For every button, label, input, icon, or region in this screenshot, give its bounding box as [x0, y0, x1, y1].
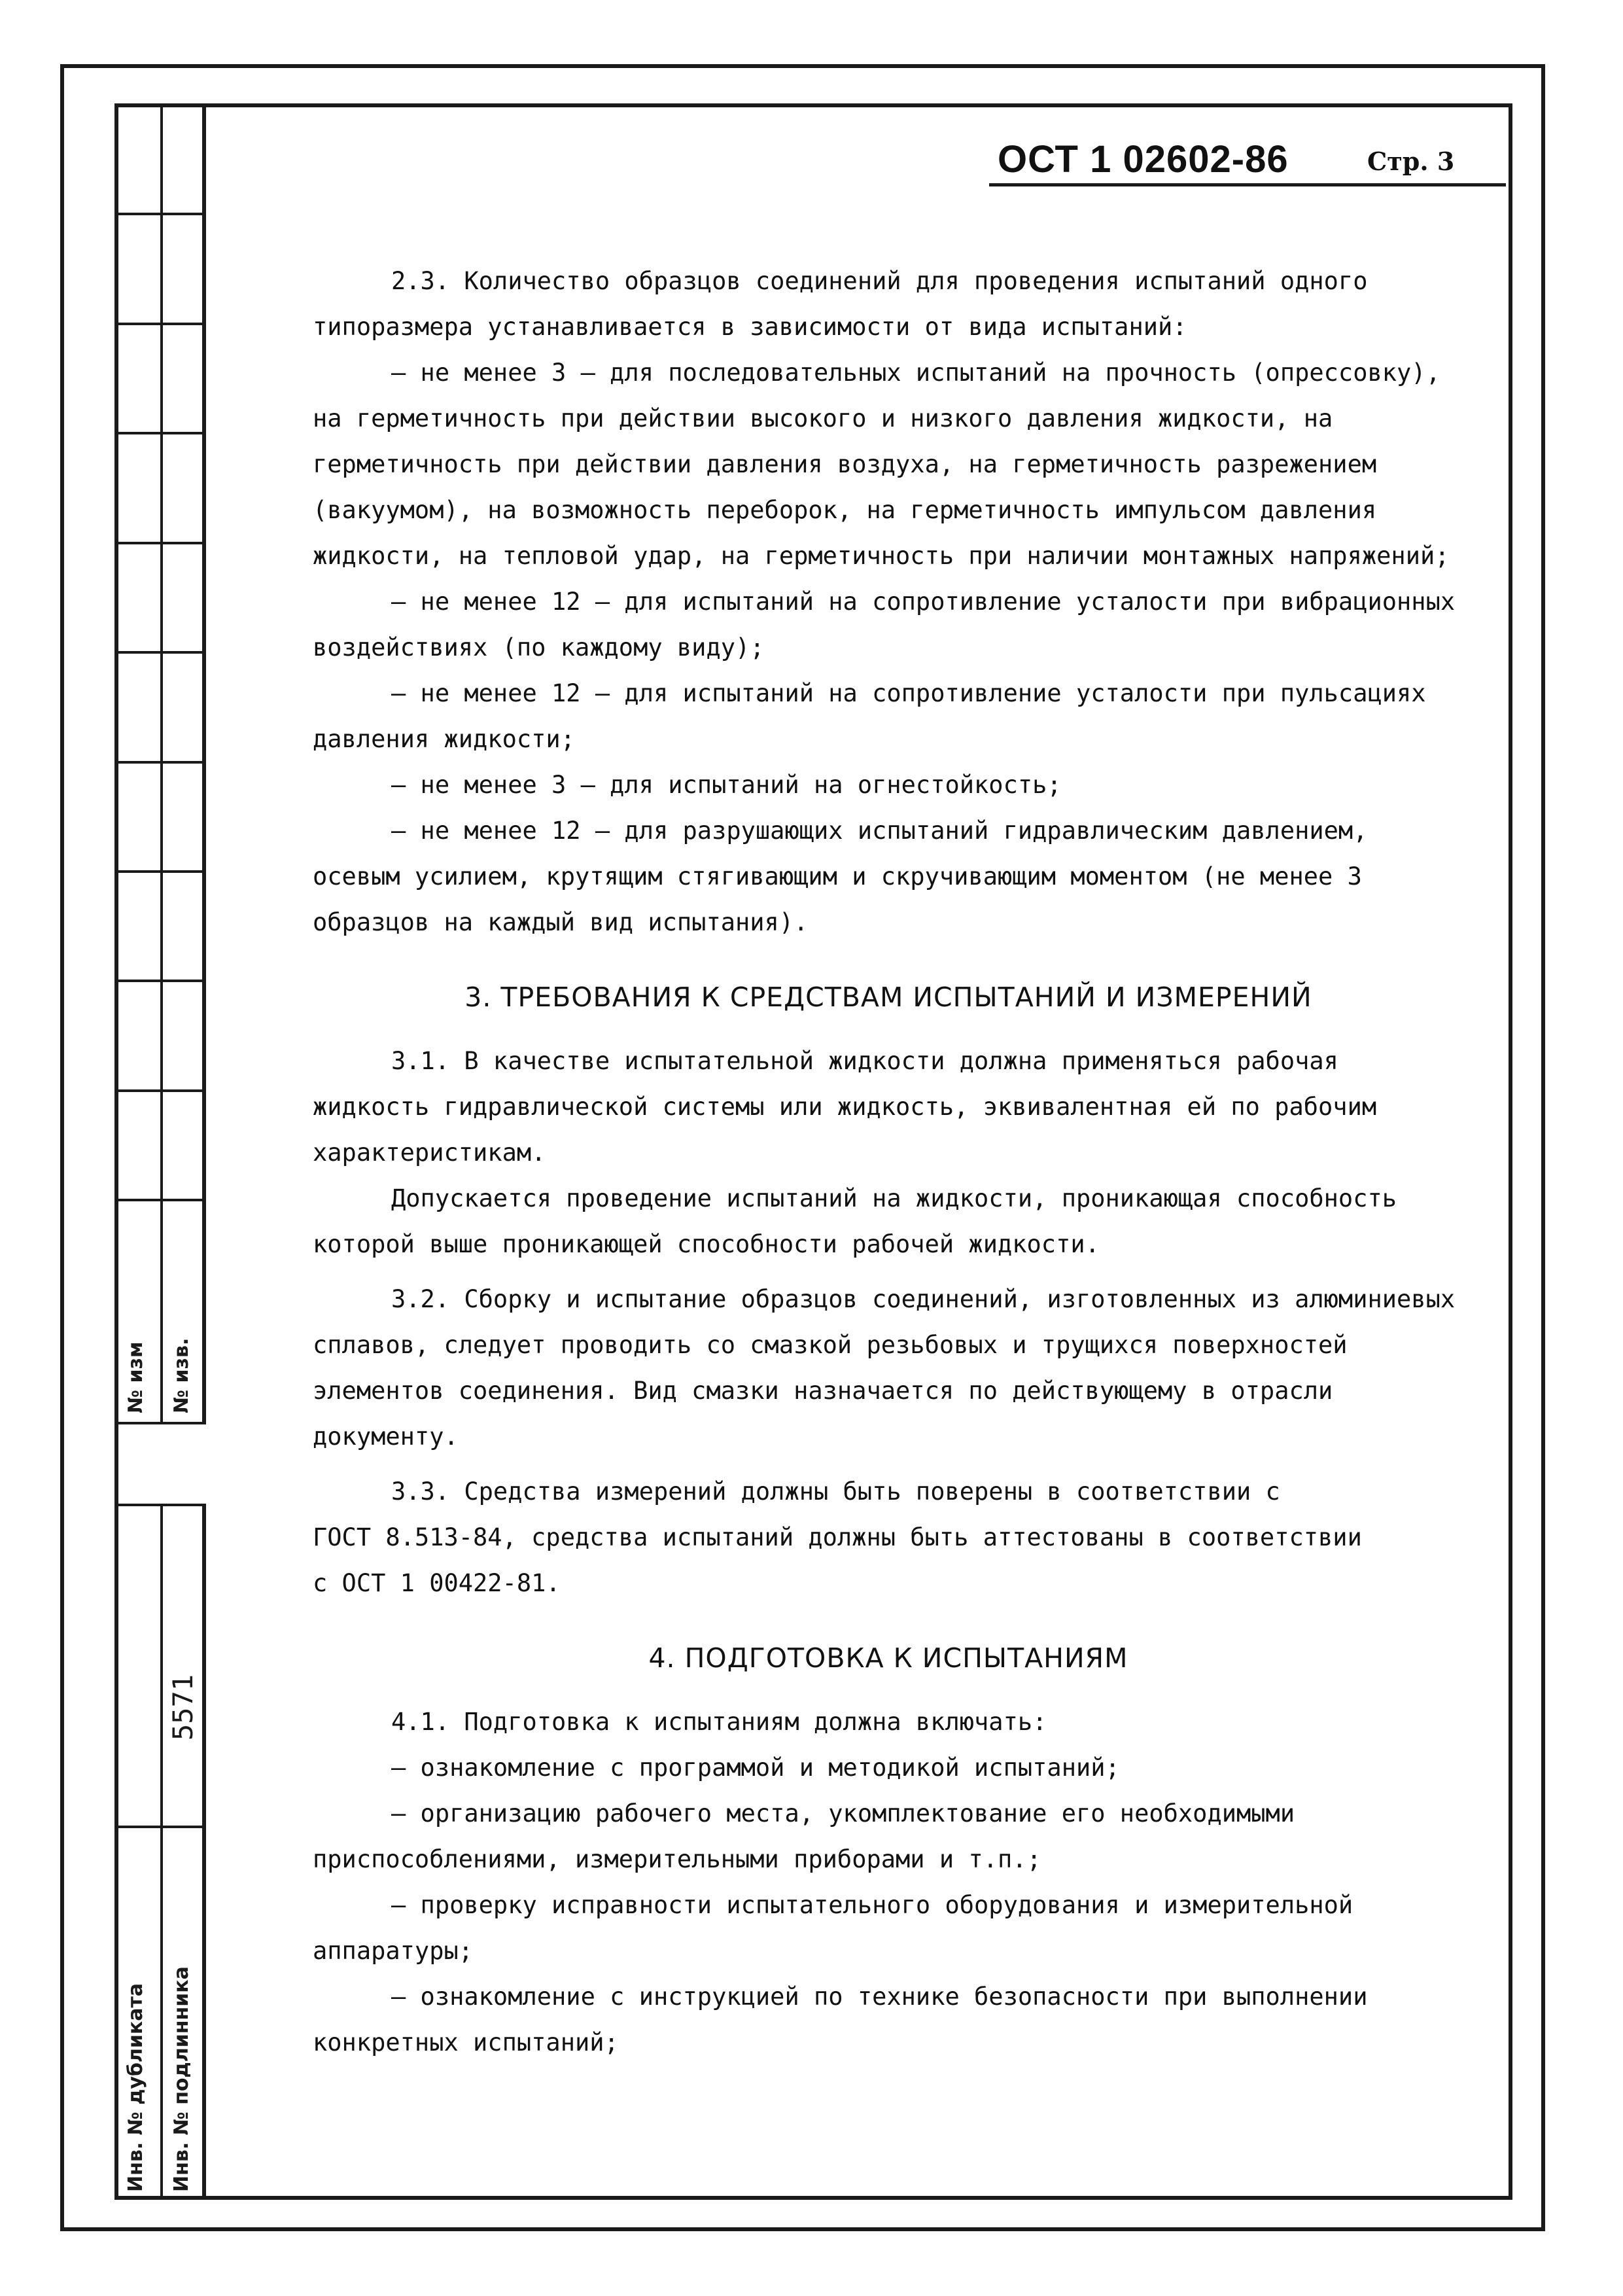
margin-cell-line — [114, 542, 206, 544]
header-rule — [989, 183, 1506, 186]
margin-cell-line — [114, 1504, 206, 1506]
section-4-heading: 4. ПОДГОТОВКА К ИСПЫТАНИЯМ — [648, 1642, 1128, 1674]
list-item: – ознакомление с программой и методикой испытаний; — [391, 1754, 1120, 1782]
document-code: ОСТ 1 02602-86 — [998, 138, 1289, 181]
paragraph-3-3-line2: ГОСТ 8.513-84, средства испытаний должны быть аттестованы в соответствии — [313, 1523, 1362, 1551]
orig-inv-value: 5571 — [167, 1674, 199, 1740]
section-3-heading: 3. ТРЕБОВАНИЯ К СРЕДСТВАМ ИСПЫТАНИЙ И ИЗМЕРЕНИЙ — [464, 981, 1312, 1013]
page-number: Стр. 3 — [1367, 147, 1455, 176]
paragraph-3-2: 3.2. Сборку и испытание образцов соединений, изготовленных из алюминиевых сплавов, следует проводить со смазкой резьбовых и трущихся поверхностей элементов соединения. Вид смазки назначается по действующему в отрасли документу. — [313, 1285, 1456, 1451]
list-item: – ознакомление с инструкцией по технике безопасности при выполнении конкретных испытаний; — [313, 1983, 1368, 2057]
paragraph-3-1: 3.1. В качестве испытательной жидкости должна применяться рабочая жидкость гидравлической системы или жидкость, эквивалентная ей по рабочим характеристикам. — [313, 1047, 1377, 1167]
margin-cell-line — [114, 1826, 206, 1828]
margin-cell-line — [114, 980, 206, 982]
dup-inv-label: Инв. № дубликата — [124, 1983, 147, 2192]
margin-cell-line — [114, 1422, 206, 1424]
margin-cell-line — [114, 213, 206, 215]
notice-no-label: № изв. — [170, 1337, 193, 1413]
paragraph-2-3: 2.3. Количество образцов соединений для проведения испытаний одного типоразмера устанавливается в зависимости от вида испытаний: — [313, 267, 1368, 341]
margin-cell-line — [114, 323, 206, 325]
margin-divider-bottom — [160, 1504, 163, 2200]
document-body — [313, 258, 1464, 2066]
paragraph-3-1-note: Допускается проведение испытаний на жидкости, проникающая способность которой выше проникающей способности рабочей жидкости. — [313, 1184, 1397, 1258]
margin-cell-line — [114, 432, 206, 434]
list-item: – не менее 12 – для испытаний на сопротивление усталости при пульсациях давления жидкости; — [313, 679, 1426, 753]
margin-cell-line — [114, 1089, 206, 1092]
orig-inv-label: Инв. № подлинника — [170, 1966, 193, 2192]
paragraph-4-1: 4.1. Подготовка к испытаниям должна включать: — [391, 1708, 1047, 1736]
list-item: – организацию рабочего места, укомплектование его необходимыми приспособлениями, измерительными приборами и т.п.; — [313, 1799, 1295, 1873]
list-item: – не менее 12 – для разрушающих испытаний гидравлическим давлением, осевым усилием, крутящим стягивающим и скручивающим моментом (не менее 3 образцов на каждый вид испытания). — [313, 817, 1368, 936]
margin-cell-line — [114, 870, 206, 873]
paragraph-3-3-line1: 3.3. Средства измерений должны быть поверены в соответствии с — [391, 1477, 1280, 1506]
list-item: – не менее 3 – для последовательных испытаний на прочность (опрессовку), на герметичность при действии высокого и низкого давления жидкости, на герметичность при действии давления воздуха, на герметичность разрежением (вакуумом), на возможность переборок, на герметичность импульсом давления жидкости, на тепловой удар, на герметичность при наличии монтажных напряжений; — [313, 359, 1450, 570]
margin-cell-line — [114, 761, 206, 764]
list-item: – не менее 3 – для испытаний на огнестойкость; — [391, 771, 1062, 799]
paragraph-3-3-line3: с ОСТ 1 00422-81. — [313, 1569, 561, 1597]
margin-cell-line — [114, 651, 206, 654]
change-no-label: № изм — [124, 1341, 147, 1413]
list-item: – не менее 12 – для испытаний на сопротивление усталости при вибрационных воздействиях (по каждому виду); — [313, 588, 1456, 662]
list-item: – проверку исправности испытательного оборудования и измерительной аппаратуры; — [313, 1891, 1353, 1965]
margin-cell-line — [114, 1199, 206, 1201]
margin-strip-gap — [114, 1422, 206, 1504]
